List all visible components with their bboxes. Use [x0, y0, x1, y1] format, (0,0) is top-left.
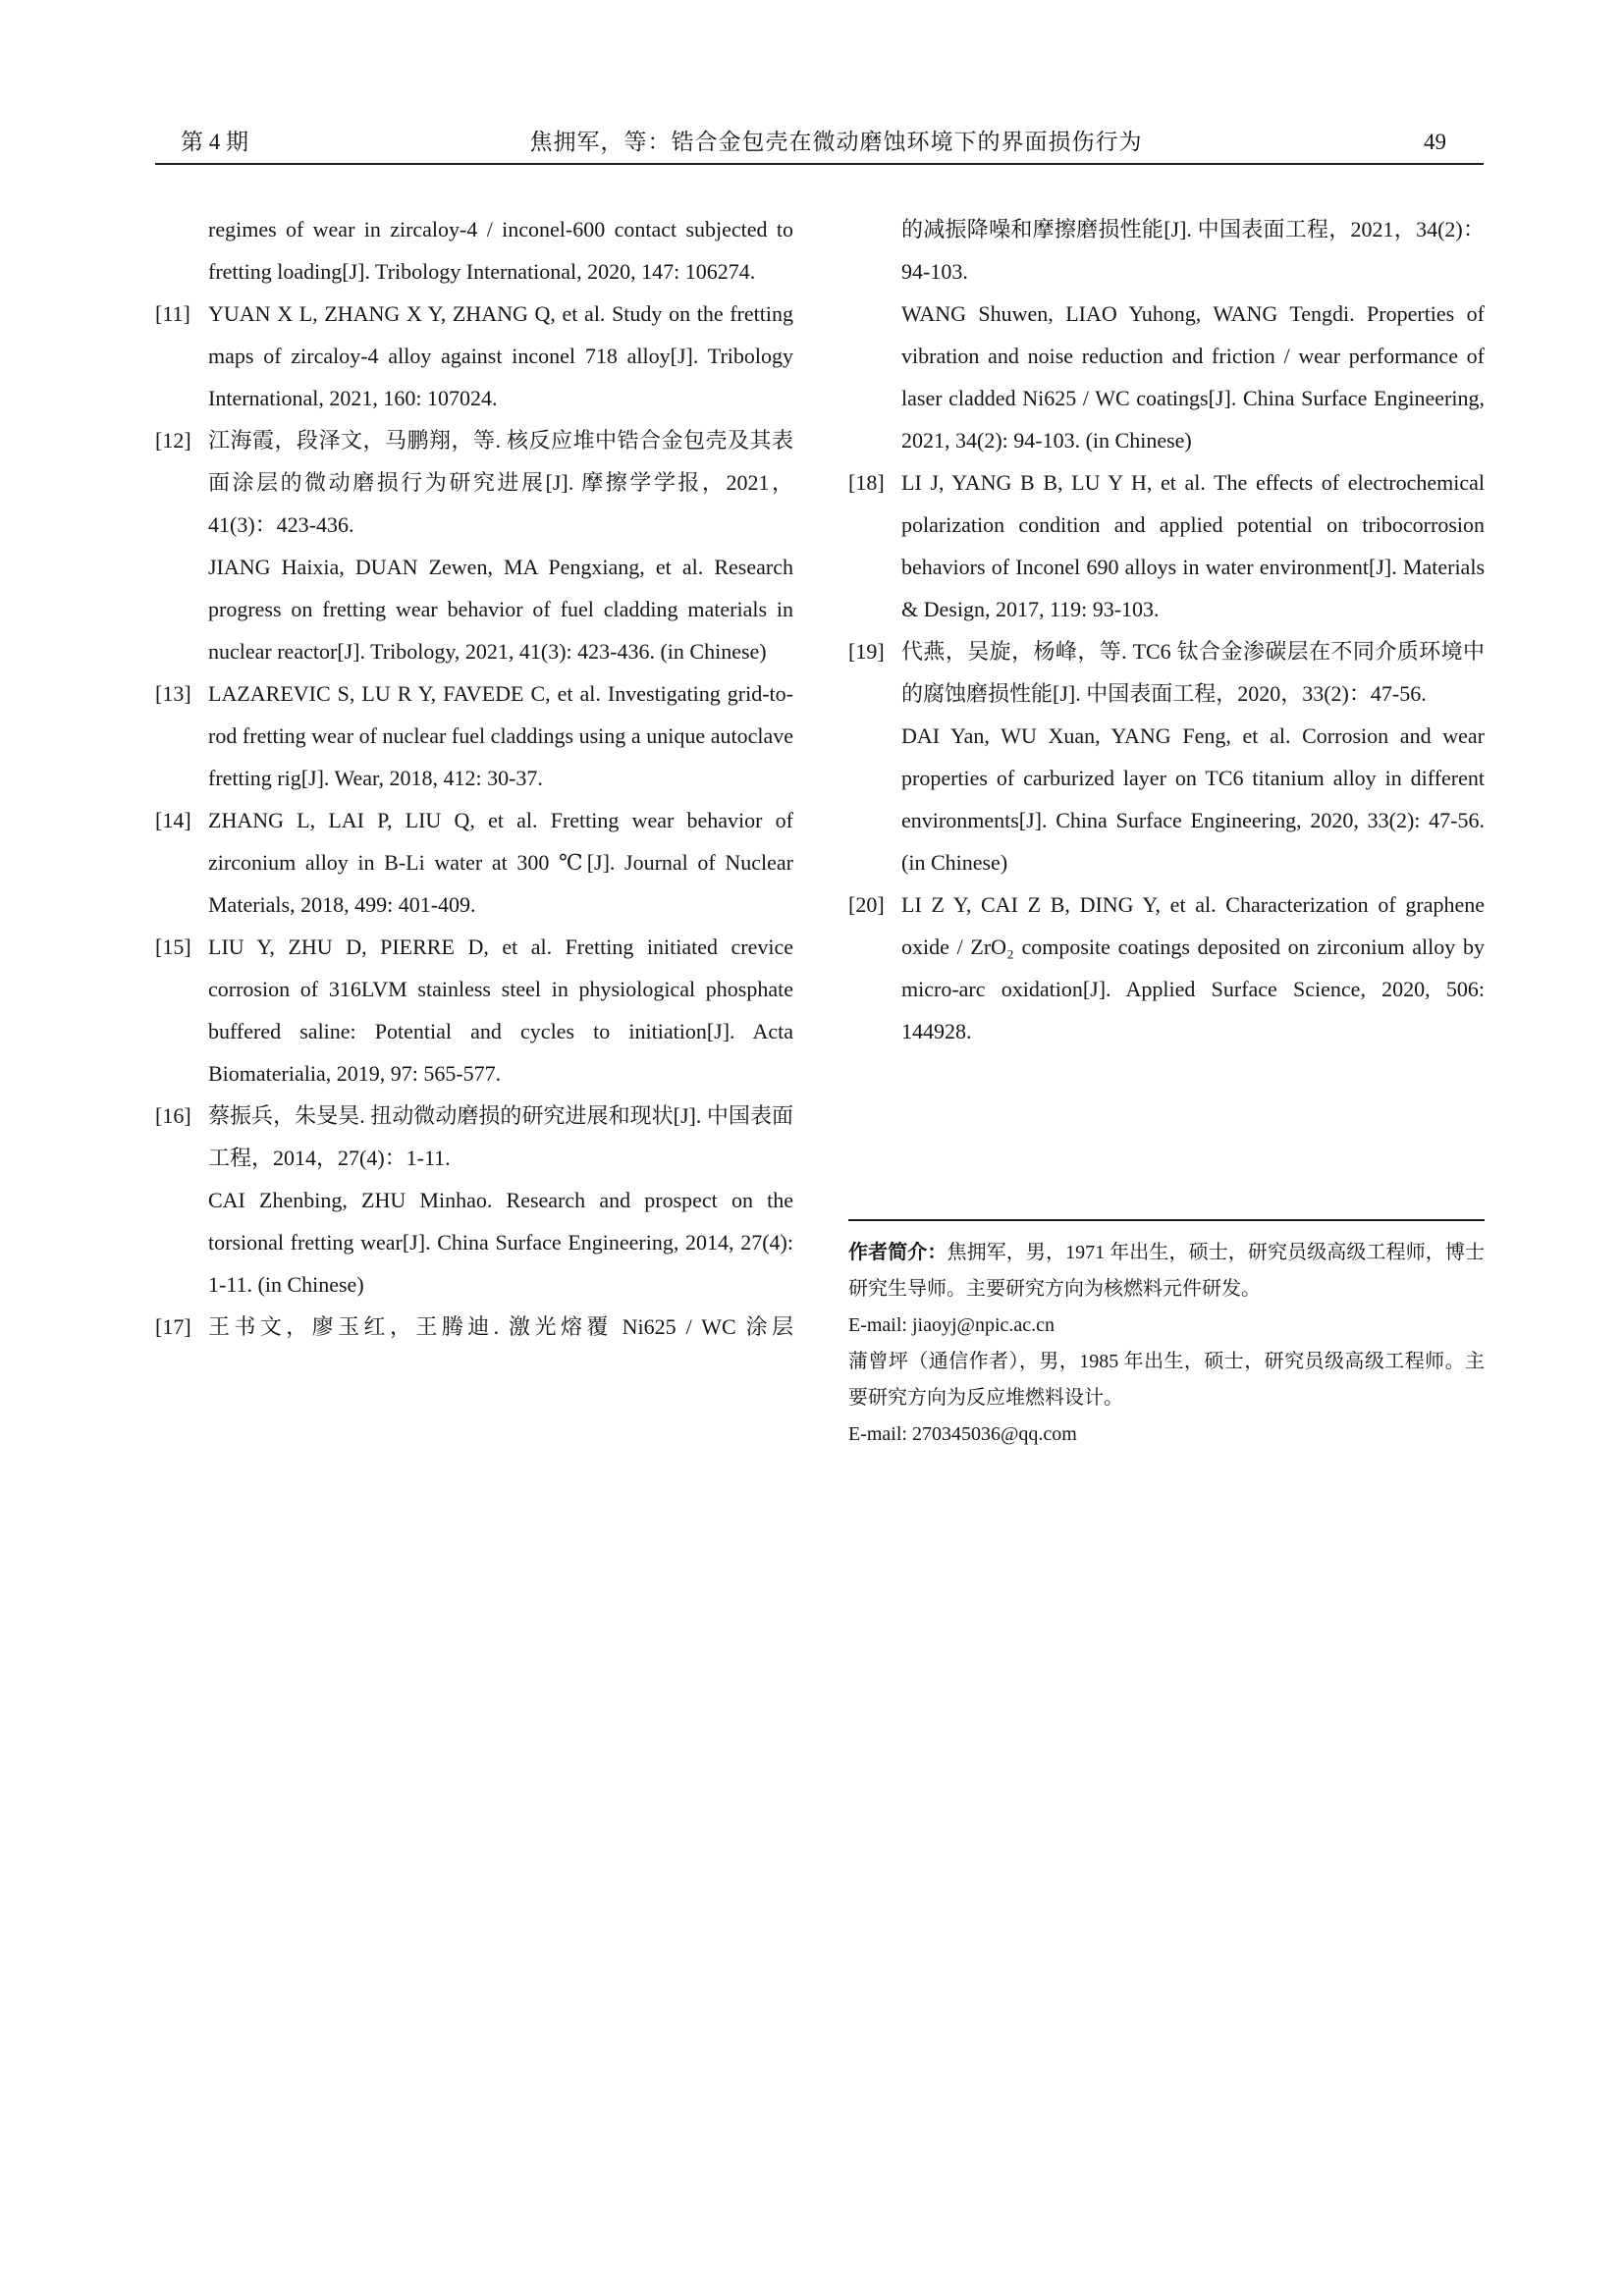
reference-text-english: CAI Zhenbing, ZHU Minhao. Research and prospect on the torsional fretting wear[J]. China Surface Engineering, 2014, 27(4): 1-11. (in Chinese)	[208, 1188, 793, 1297]
bio-entry-1	[848, 1235, 1485, 1308]
reference-text-english: DAI Yan, WU Xuan, YANG Feng, et al. Corrosion and wear properties of carburized layer on TC6 titanium alloy in different environments[J]. China Surface Engineering, 2020, 33(2): 47-56. (in Chinese)	[901, 723, 1485, 875]
reference-label: [17]	[155, 1314, 191, 1339]
reference-label: [11]	[155, 301, 190, 326]
reference-text: LIU Y, ZHU D, PIERRE D, et al. Fretting initiated crevice corrosion of 316LVM stainless steel in physiological phosphate buffered saline: Potential and cycles to initiation[J]. Acta Biomaterialia, 2019, 97: 565-577.	[208, 934, 793, 1086]
reference-text-english: JIANG Haixia, DUAN Zewen, MA Pengxiang, et al. Research progress on fretting wear behavior of fuel cladding materials in nuclear reactor[J]. Tribology, 2021, 41(3): 423-436. (in Chinese)	[208, 555, 793, 664]
reference-text: LAZAREVIC S, LU R Y, FAVEDE C, et al. Investigating grid-to-rod fretting wear of nuclear fuel claddings using a unique autoclave fretting rig[J]. Wear, 2018, 412: 30-37.	[208, 681, 793, 790]
reference-body	[901, 883, 1485, 1052]
header-running-title: 焦拥军，等：锆合金包壳在微动磨蚀环境下的界面损伤行为	[529, 130, 1143, 154]
references-right-column	[848, 208, 1485, 1052]
reference-item-17-continuation	[848, 208, 1485, 461]
reference-item-20	[848, 883, 1485, 1052]
reference-body	[901, 630, 1485, 883]
reference-label	[848, 208, 901, 461]
reference-text-chinese: 王书文，廖玉红，王腾迪. 激光熔覆 Ni625 / WC 涂层	[208, 1314, 793, 1339]
reference-body	[208, 419, 793, 672]
reference-body	[208, 293, 793, 419]
reference-text-chinese: 代燕，吴旋，杨峰，等. TC6 钛合金渗碳层在不同介质环境中的腐蚀磨损性能[J]. 中国表面工程，2020，33(2)：47-56.	[901, 639, 1485, 706]
reference-body	[901, 208, 1485, 461]
bio-entry-2-email: E-mail: 270345036@qq.com	[848, 1423, 1077, 1445]
reference-text-chinese: 蔡振兵，朱旻昊. 扭动微动磨损的研究进展和现状[J]. 中国表面工程，2014，27(4)：1-11.	[208, 1103, 793, 1170]
reference-body	[208, 208, 793, 293]
references-left-column	[155, 208, 793, 1348]
reference-text-chinese: 江海霞，段泽文，马鹏翔，等. 核反应堆中锆合金包壳及其表面涂层的微动磨损行为研究进展[J]. 摩擦学学报，2021，41(3)：423-436.	[208, 428, 793, 537]
reference-item-12	[155, 419, 793, 672]
reference-item-15	[155, 926, 793, 1095]
reference-label	[155, 208, 208, 293]
author-bio-section	[848, 1219, 1485, 1453]
reference-item-17	[155, 1306, 793, 1348]
bio-entry-1-email: E-mail: jiaoyj@npic.ac.cn	[848, 1314, 1056, 1336]
reference-item-16	[155, 1095, 793, 1306]
reference-label: [12]	[155, 428, 191, 453]
reference-item-11	[155, 293, 793, 419]
reference-item-14	[155, 799, 793, 926]
header-page-number: 49	[1424, 130, 1446, 154]
bio-entry-1-text: 焦拥军，男，1971 年出生，硕士，研究员级高级工程师，博士研究生导师。主要研究方向为核燃料元件研发。	[848, 1242, 1485, 1300]
reference-item-13	[155, 672, 793, 799]
reference-body	[901, 461, 1485, 630]
page-header	[155, 124, 1484, 156]
reference-label: [13]	[155, 681, 191, 706]
reference-text-english: WANG Shuwen, LIAO Yuhong, WANG Tengdi. Properties of vibration and noise reduction and friction / wear performance of laser cladded Ni625 / WC coatings[J]. China Surface Engineering, 2021, 34(2): 94-103. (in Chinese)	[901, 301, 1485, 453]
reference-item-19	[848, 630, 1485, 883]
reference-label: [20]	[848, 892, 885, 917]
reference-text: ZHANG L, LAI P, LIU Q, et al. Fretting wear behavior of zirconium alloy in B-Li water at 300 ℃[J]. Journal of Nuclear Materials, 2018, 499: 401-409.	[208, 808, 793, 917]
reference-label: [18]	[848, 470, 885, 495]
reference-item-10-continuation	[155, 208, 793, 293]
reference-text: YUAN X L, ZHANG X Y, ZHANG Q, et al. Study on the fretting maps of zircaloy-4 alloy against inconel 718 alloy[J]. Tribology International, 2021, 160: 107024.	[208, 301, 793, 410]
reference-text: LI Z Y, CAI Z B, DING Y, et al. Characterization of graphene oxide / ZrO₂ composite coatings deposited on zirconium alloy by micro-arc oxidation[J]. Applied Surface Science, 2020, 506: 144928.	[901, 892, 1485, 1043]
reference-item-18	[848, 461, 1485, 630]
reference-label: [19]	[848, 639, 885, 664]
reference-text: LI J, YANG B B, LU Y H, et al. The effects of electrochemical polarization condition and applied potential on tribocorrosion behaviors of Inconel 690 alloys in water environment[J]. Materials & Design, 2017, 119: 93-103.	[901, 470, 1485, 621]
reference-label: [16]	[155, 1103, 191, 1128]
reference-body	[208, 799, 793, 926]
reference-body	[208, 672, 793, 799]
reference-body	[208, 926, 793, 1095]
reference-body	[208, 1095, 793, 1306]
reference-label: [15]	[155, 934, 191, 959]
bio-divider-rule	[848, 1219, 1485, 1221]
reference-label: [14]	[155, 808, 191, 832]
reference-text-chinese: 的减振降噪和摩擦磨损性能[J]. 中国表面工程，2021，34(2)：94-103.	[901, 217, 1485, 284]
header-rule	[155, 163, 1484, 165]
reference-body	[208, 1306, 793, 1348]
reference-text: regimes of wear in zircaloy-4 / inconel-600 contact subjected to fretting loading[J]. Tribology International, 2020, 147: 106274.	[208, 217, 793, 284]
header-issue-number: 第 4 期	[181, 130, 248, 154]
bio-entry-2-text: 蒲曾坪（通信作者），男，1985 年出生，硕士，研究员级高级工程师。主要研究方向为反应堆燃料设计。	[848, 1351, 1485, 1409]
bio-heading: 作者简介：	[848, 1242, 947, 1263]
